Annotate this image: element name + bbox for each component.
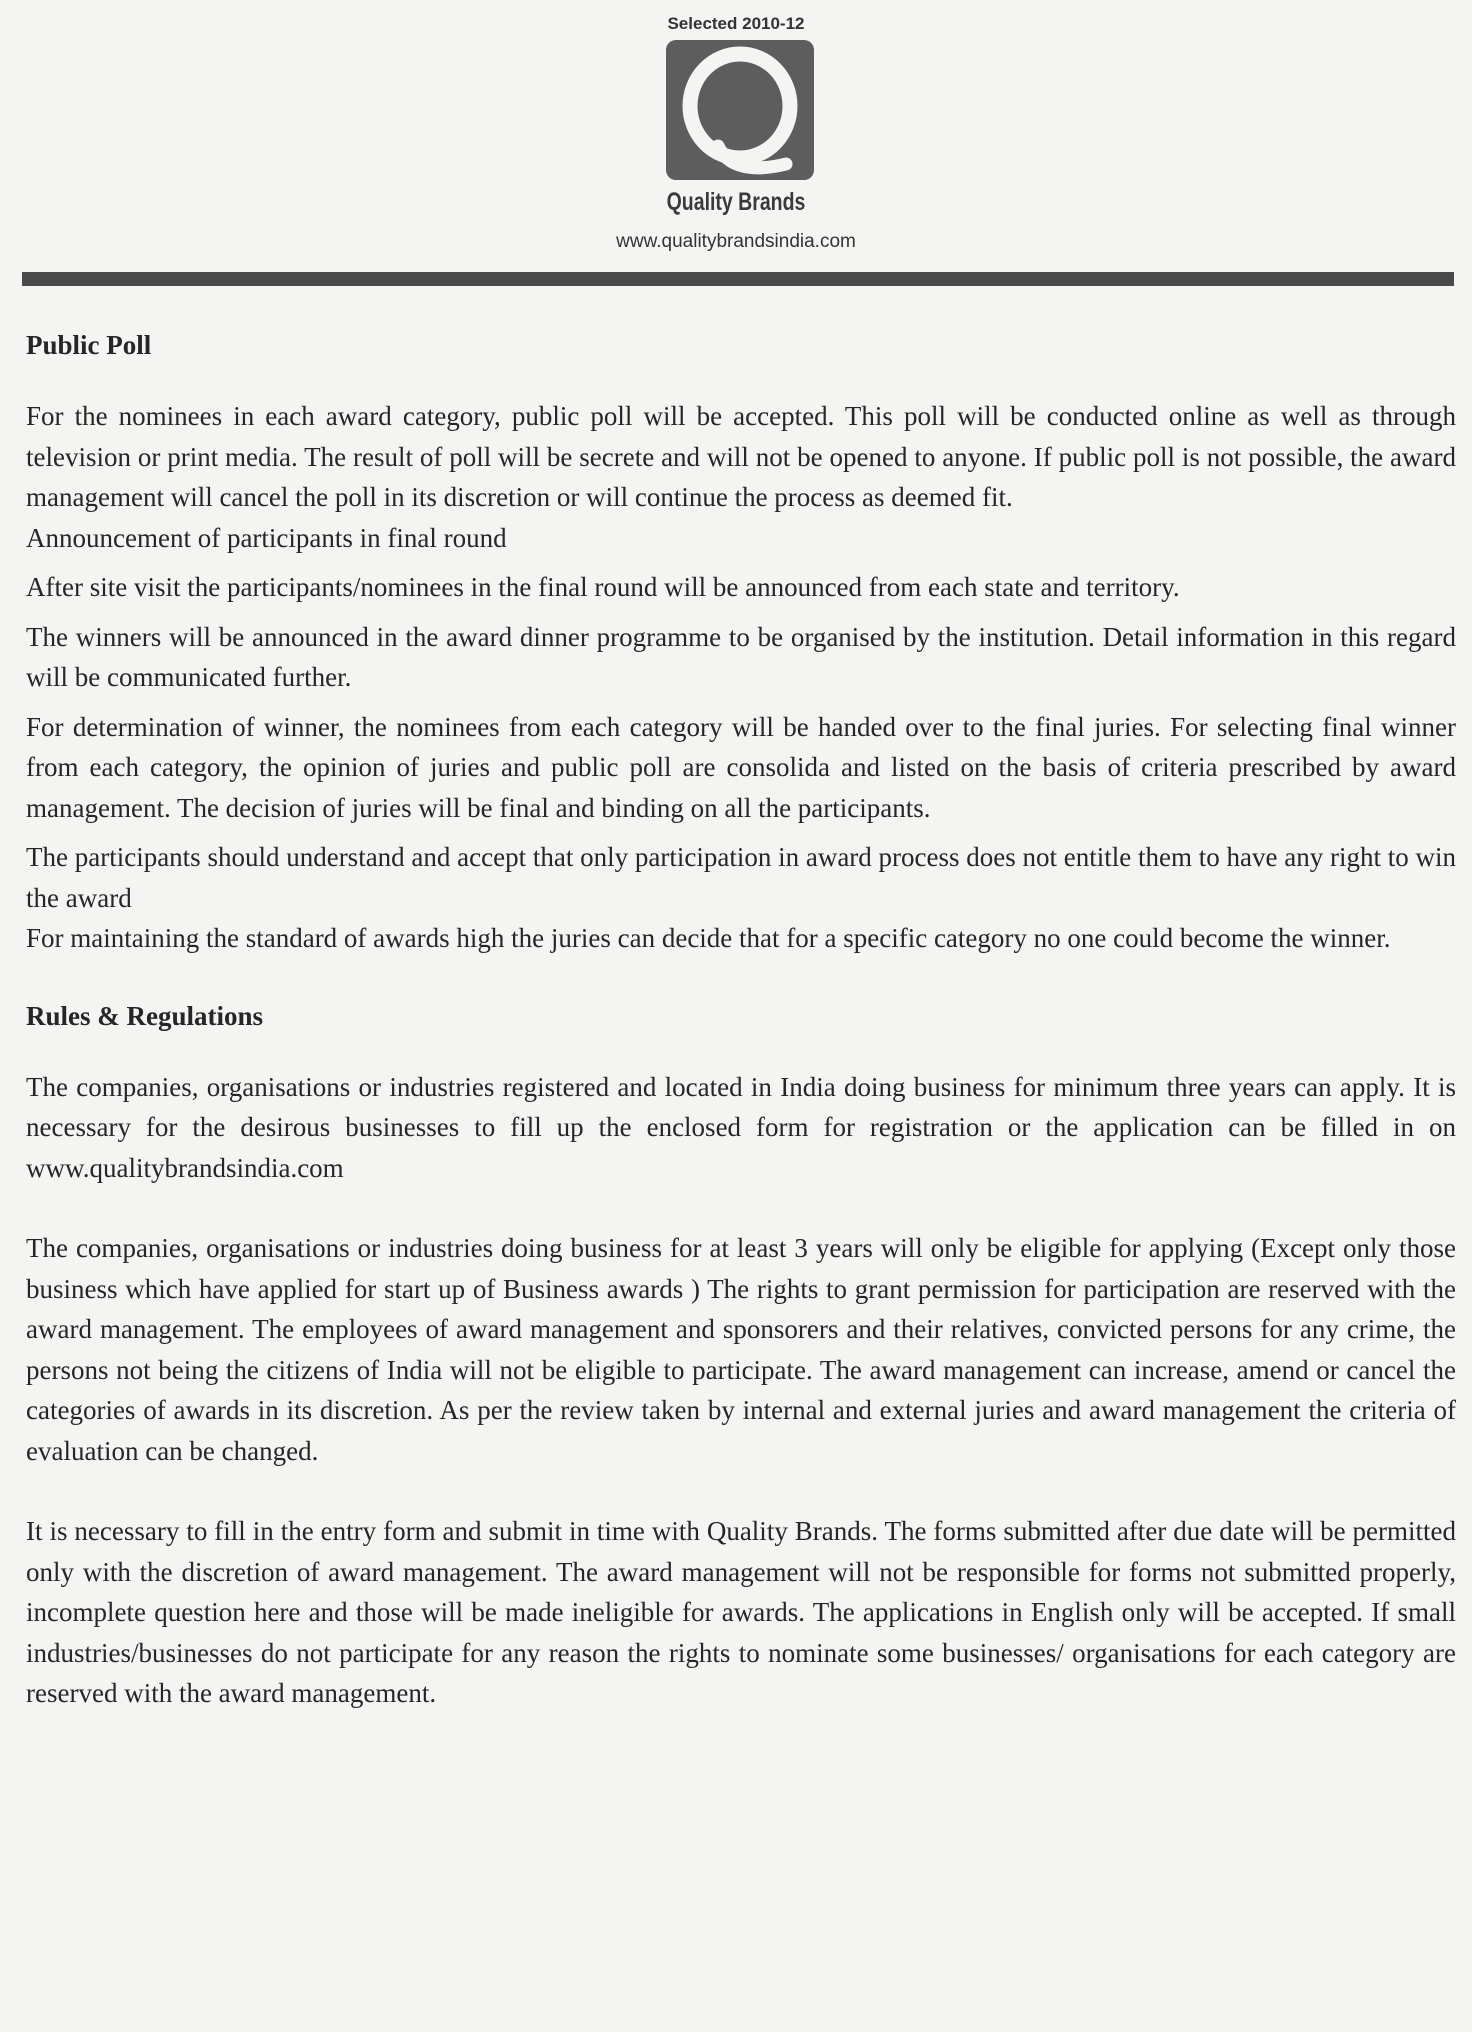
quality-brands-logo bbox=[666, 40, 814, 180]
entry-form-paragraph: It is necessary to fill in the entry form and submit in time with Quality Brands. The forms submitted after due date will be permitted only with the discretion of award management. The award management will not be responsible for forms not submitted properly, incomplete question here and those will be made ineligible for awards. The applications in English only will be accepted. If small industries/businesses do not participate for any reason the rights to nominate some businesses/ organisations for each category are reserved with the award management. bbox=[26, 1516, 1456, 1708]
eligibility-paragraph: The companies, organisations or industries registered and located in India doing business for minimum three years can apply. It is necessary for the desirous businesses to fill up the enclosed form for registration or the application can be filled in on www.qualitybrandsindia.com bbox=[26, 1071, 1456, 1183]
award-standard-paragraph: For maintaining the standard of awards high the juries can decide that for a specific category no one could become the winner. bbox=[26, 923, 1391, 953]
document-body bbox=[26, 328, 1456, 1714]
site-visit-paragraph: After site visit the participants/nominees in the final round will be announced from each state and territory. bbox=[26, 572, 1180, 602]
public-poll-paragraph: For the nominees in each award category, public poll will be accepted. This poll will be conducted online as well as through television or print media. The result of poll will be secrete and will not be opened to anyone. If public poll is not possible, the award management will cancel the poll in its discretion or will continue the process as deemed fit. bbox=[26, 401, 1456, 512]
header-divider bbox=[22, 272, 1454, 286]
winners-announcement-paragraph: The winners will be announced in the award dinner programme to be organised by the institution. Detail information in this regard will be communicated further. bbox=[26, 621, 1456, 692]
winner-determination-paragraph: For determination of winner, the nominees from each category will be handed over to the final juries. For selecting final winner from each category, the opinion of juries and public poll are consolida and listed on the basis of criteria prescribed by award management. The decision of juries will be final and binding on all the participants. bbox=[26, 711, 1456, 823]
eligibility-details-paragraph: The companies, organisations or industries doing business for at least 3 years will only be eligible for applying (Except only those business which have applied for start up of Business awards ) The rights to grant permission for participation are reserved with the award management. The employees of award management and sponsorers and their relatives, convicted persons for any crime, the persons not being the citizens of India will not be eligible to participate. The award management can increase, amend or cancel the categories of awards in its discretion. As per the review taken by internal and external juries and award management the criteria of evaluation can be changed. bbox=[26, 1233, 1456, 1466]
selected-label: Selected 2010-12 bbox=[667, 14, 805, 33]
rules-heading: Rules & Regulations bbox=[26, 1000, 264, 1031]
q-logo-icon bbox=[666, 40, 814, 180]
website-url: www.qualitybrandsindia.com bbox=[616, 231, 856, 252]
final-round-announcement-heading: Announcement of participants in final round bbox=[26, 522, 507, 553]
participation-rights-paragraph: The participants should understand and accept that only participation in award process does not entitle them to have any right to win the award bbox=[26, 842, 1456, 913]
brand-name: Quality Brands bbox=[666, 188, 806, 216]
public-poll-heading: Public Poll bbox=[26, 330, 152, 360]
